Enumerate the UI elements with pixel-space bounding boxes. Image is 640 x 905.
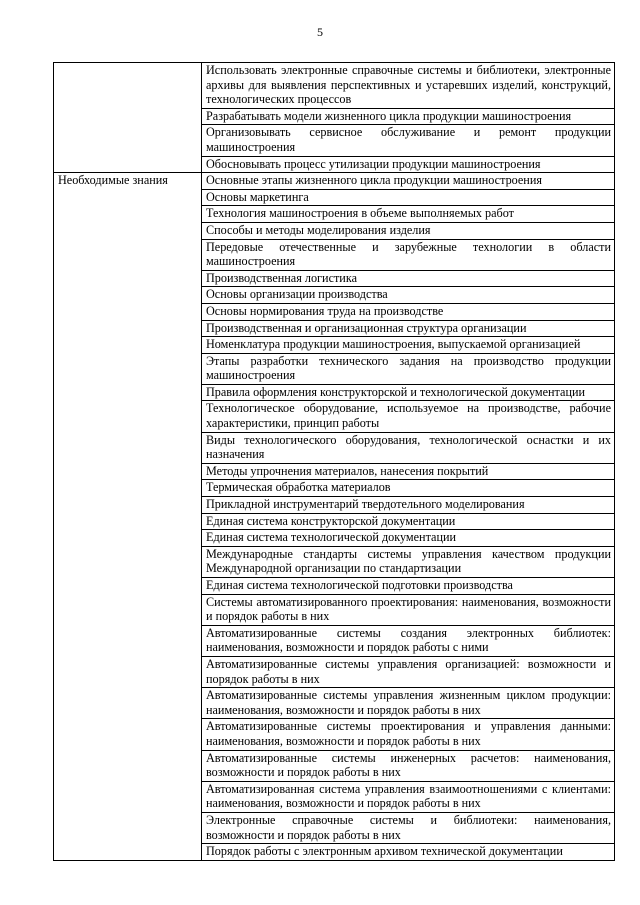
requirement-item: Способы и методы моделирования изделия bbox=[202, 222, 615, 239]
requirement-item: Правила оформления конструкторской и технологической документации bbox=[202, 384, 615, 401]
requirement-item: Основные этапы жизненного цикла продукции машиностроения bbox=[202, 173, 615, 190]
requirement-item: Автоматизированные системы создания электронных библиотек: наименования, возможности и порядок работы с ними bbox=[202, 625, 615, 656]
requirements-table-body bbox=[54, 63, 615, 861]
requirement-item: Единая система конструкторской документации bbox=[202, 513, 615, 530]
requirement-item: Порядок работы с электронным архивом технической документации bbox=[202, 844, 615, 861]
requirement-item: Международные стандарты системы управления качеством продукции Международной организации по стандартизации bbox=[202, 546, 615, 577]
page-number: 5 bbox=[317, 25, 323, 39]
requirement-item: Основы организации производства bbox=[202, 287, 615, 304]
requirement-item: Организовывать сервисное обслуживание и ремонт продукции машиностроения bbox=[202, 125, 615, 156]
requirement-item: Автоматизированные системы проектирования и управления данными: наименования, возможности и порядок работы в них bbox=[202, 719, 615, 750]
row-label-empty bbox=[54, 63, 202, 173]
requirement-item: Этапы разработки технического задания на производство продукции машиностроения bbox=[202, 353, 615, 384]
requirement-item: Производственная и организационная структура организации bbox=[202, 320, 615, 337]
requirement-item: Методы упрочнения материалов, нанесения покрытий bbox=[202, 463, 615, 480]
requirement-item: Автоматизированные системы управления жизненным циклом продукции: наименования, возможности и порядок работы в них bbox=[202, 688, 615, 719]
requirement-item: Технологическое оборудование, используемое на производстве, рабочие характеристики, принцип работы bbox=[202, 401, 615, 432]
table-row bbox=[54, 63, 615, 109]
requirement-item: Автоматизированная система управления взаимоотношениями с клиентами: наименования, возможности и порядок работы в них bbox=[202, 781, 615, 812]
requirement-item: Автоматизированные системы управления организацией: возможности и порядок работы в них bbox=[202, 656, 615, 687]
requirement-item: Единая система технологической подготовки производства bbox=[202, 578, 615, 595]
requirement-item: Системы автоматизированного проектирования: наименования, возможности и порядок работы в них bbox=[202, 594, 615, 625]
requirement-item: Обосновывать процесс утилизации продукции машиностроения bbox=[202, 156, 615, 173]
requirement-item: Термическая обработка материалов bbox=[202, 480, 615, 497]
requirement-item: Электронные справочные системы и библиотеки: наименования, возможности и порядок работы в них bbox=[202, 812, 615, 843]
requirement-item: Единая система технологической документации bbox=[202, 530, 615, 547]
requirement-item: Прикладной инструментарий твердотельного моделирования bbox=[202, 497, 615, 514]
row-label-required-knowledge: Необходимые знания bbox=[54, 173, 202, 861]
requirement-item: Виды технологического оборудования, технологической оснастки и их назначения bbox=[202, 432, 615, 463]
requirement-item: Основы маркетинга bbox=[202, 189, 615, 206]
requirement-item: Передовые отечественные и зарубежные технологии в области машиностроения bbox=[202, 239, 615, 270]
requirement-item: Технология машиностроения в объеме выполняемых работ bbox=[202, 206, 615, 223]
table-row bbox=[54, 173, 615, 190]
requirement-item: Использовать электронные справочные системы и библиотеки, электронные архивы для выявления перспективных и устаревших изделий, конструкций, технологических процессов bbox=[202, 63, 615, 109]
requirements-table bbox=[53, 62, 615, 861]
requirement-item: Разрабатывать модели жизненного цикла продукции машиностроения bbox=[202, 108, 615, 125]
requirement-item: Основы нормирования труда на производстве bbox=[202, 303, 615, 320]
requirement-item: Производственная логистика bbox=[202, 270, 615, 287]
requirement-item: Автоматизированные системы инженерных расчетов: наименования, возможности и порядок работы в них bbox=[202, 750, 615, 781]
requirement-item: Номенклатура продукции машиностроения, выпускаемой организацией bbox=[202, 337, 615, 354]
